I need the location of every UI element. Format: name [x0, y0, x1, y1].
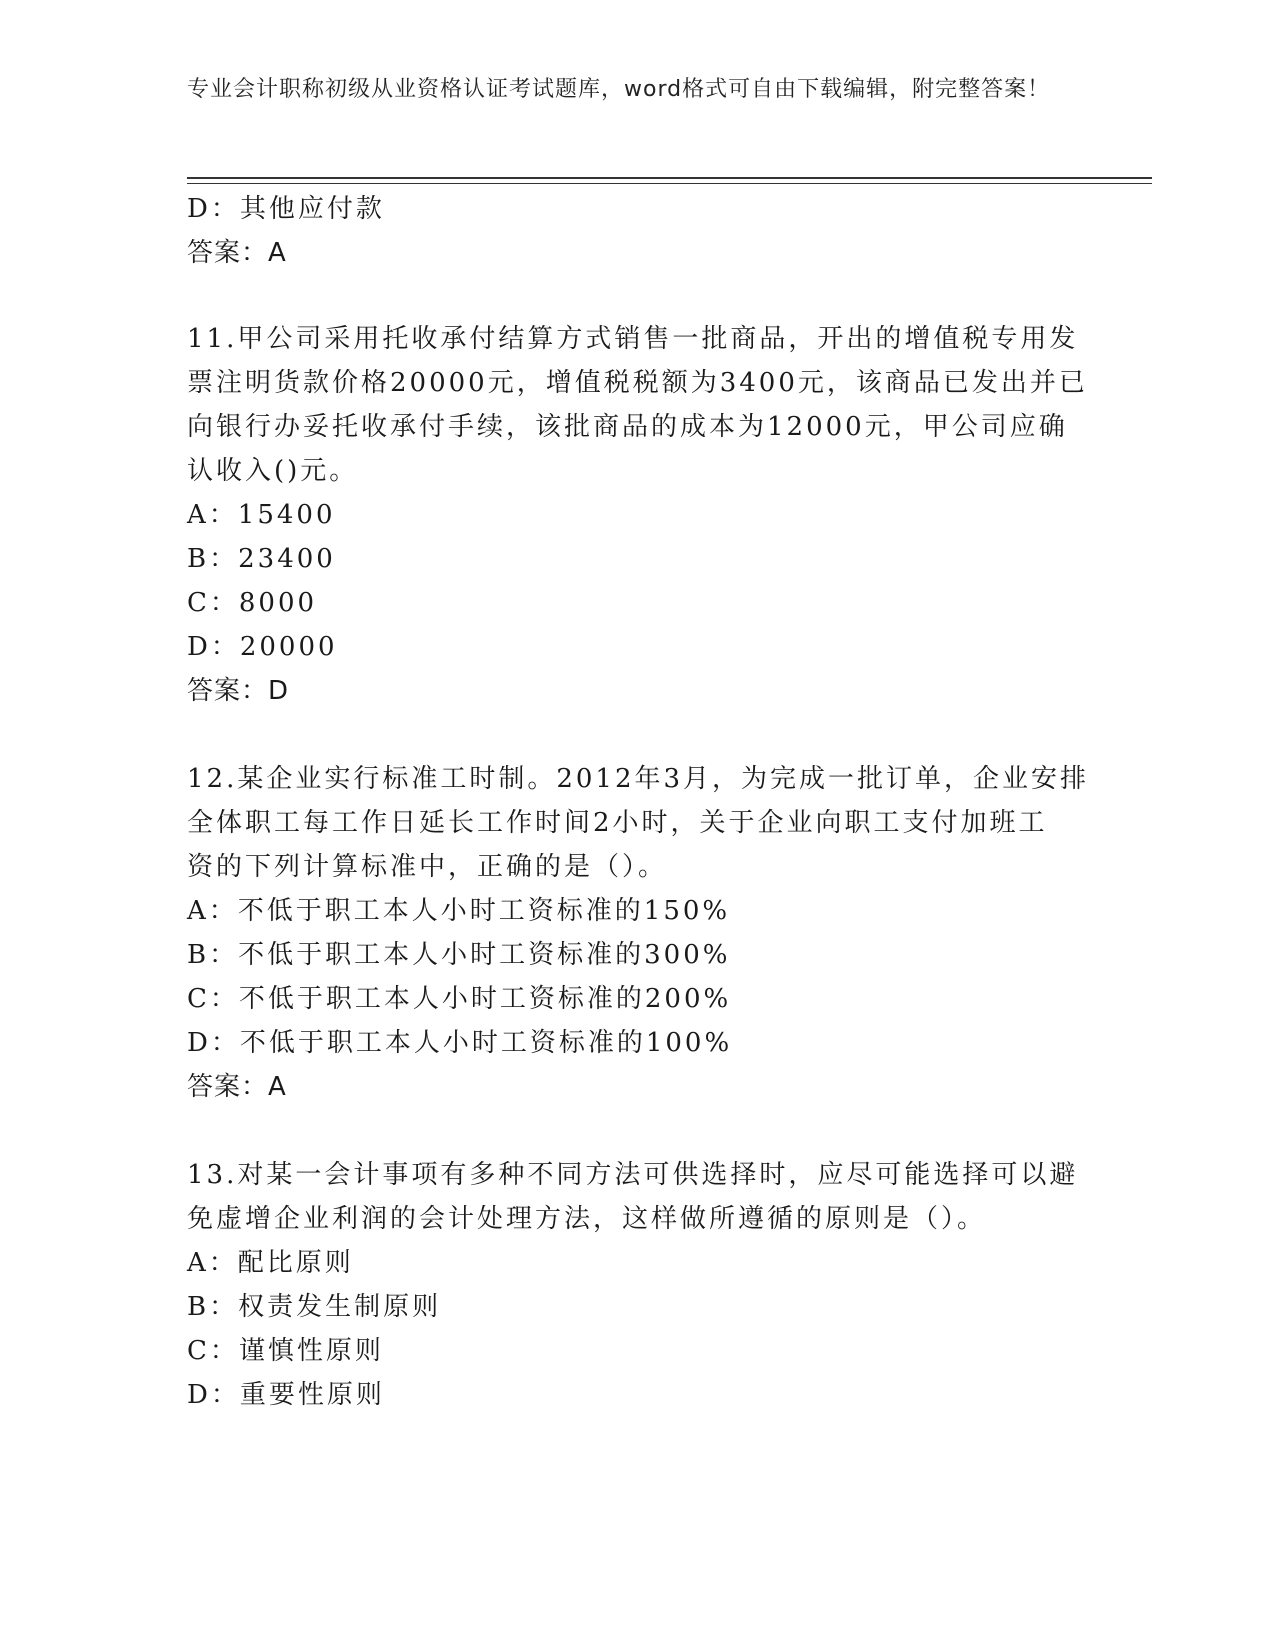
header-rule-thick	[187, 177, 1152, 179]
q12-option-d: D：不低于职工本人小时工资标准的100%	[187, 1028, 733, 1058]
q13-stem-line-1: 13.对某一会计事项有多种不同方法可供选择时，应尽可能选择可以避	[187, 1160, 1079, 1190]
q12-option-a: A：不低于职工本人小时工资标准的150%	[187, 896, 731, 926]
header-rule-thin	[187, 183, 1152, 184]
q11-stem-line-1: 11.甲公司采用托收承付结算方式销售一批商品，开出的增值税专用发	[187, 324, 1079, 354]
q12-option-b: B：不低于职工本人小时工资标准的300%	[187, 940, 731, 970]
prev-answer: 答案：A	[187, 238, 287, 268]
q13-option-b: B：权责发生制原则	[187, 1292, 442, 1322]
prev-option-d: D：其他应付款	[187, 194, 385, 224]
q11-answer: 答案：D	[187, 676, 290, 706]
q13-option-c: C：谨慎性原则	[187, 1336, 384, 1366]
q11-option-d: D：20000	[187, 632, 338, 662]
q11-option-c: C：8000	[187, 588, 318, 618]
q12-answer: 答案：A	[187, 1072, 287, 1102]
q11-option-a: A：15400	[187, 500, 336, 530]
q11-stem-line-3: 向银行办妥托收承付手续，该批商品的成本为12000元，甲公司应确	[187, 412, 1068, 442]
q11-stem-line-4: 认收入()元。	[187, 456, 359, 486]
q11-stem-line-2: 票注明货款价格20000元，增值税税额为3400元，该商品已发出并已	[187, 368, 1088, 398]
q13-option-a: A：配比原则	[187, 1248, 354, 1278]
q12-stem-line-2: 全体职工每工作日延长工作时间2小时，关于企业向职工支付加班工	[187, 808, 1048, 838]
q12-stem-line-1: 12.某企业实行标准工时制。2012年3月，为完成一批订单，企业安排	[187, 764, 1090, 794]
q11-option-b: B：23400	[187, 544, 336, 574]
q13-stem-line-2: 免虚增企业利润的会计处理方法，这样做所遵循的原则是（）。	[187, 1204, 987, 1234]
q13-option-d: D：重要性原则	[187, 1380, 385, 1410]
page-header: 专业会计职称初级从业资格认证考试题库，word格式可自由下载编辑，附完整答案！	[187, 77, 1051, 102]
q12-stem-line-3: 资的下列计算标准中，正确的是（）。	[187, 852, 668, 882]
q12-option-c: C：不低于职工本人小时工资标准的200%	[187, 984, 732, 1014]
